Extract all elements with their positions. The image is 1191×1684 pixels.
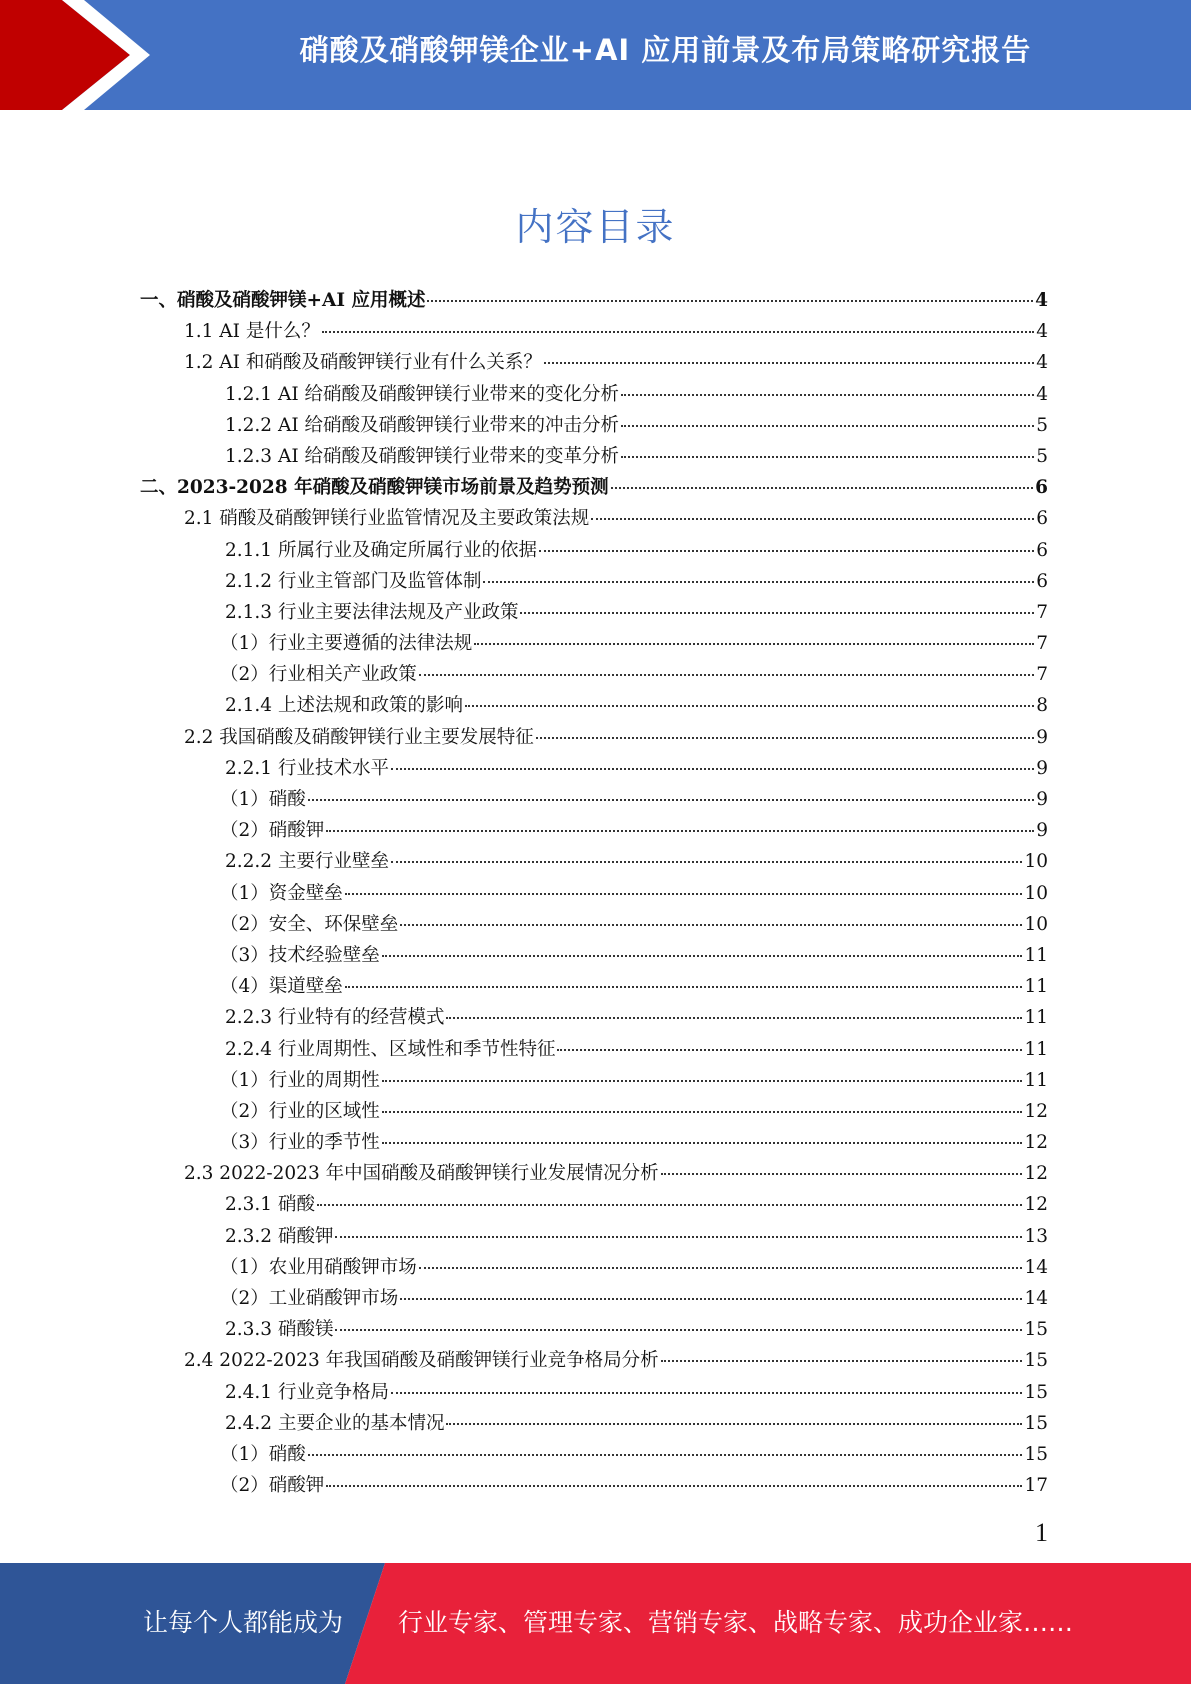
toc-entry-text: （1）资金壁垒 bbox=[220, 882, 343, 904]
toc-entry-text: 2.3 2022-2023 年中国硝酸及硝酸钾镁行业发展情况分析 bbox=[184, 1163, 659, 1185]
toc-entry-page: 7 bbox=[1036, 633, 1048, 655]
toc-leader-dots bbox=[591, 518, 1034, 520]
page-number: 1 bbox=[1035, 1518, 1048, 1547]
toc-entry-page: 15 bbox=[1024, 1319, 1048, 1341]
toc-entry-page: 4 bbox=[1036, 321, 1048, 343]
toc-entry-text: （4）渠道壁垒 bbox=[220, 976, 343, 998]
footer-slogan-left: 让每个人都能成为 bbox=[143, 1608, 344, 1637]
toc-entry-text: 2.1 硝酸及硝酸钾镁行业监管情况及主要政策法规 bbox=[184, 508, 590, 530]
toc-entry[interactable] bbox=[140, 690, 1048, 721]
toc-entry-text: 1.2.3 AI 给硝酸及硝酸钾镁行业带来的变革分析 bbox=[225, 445, 620, 467]
toc-entry[interactable] bbox=[140, 472, 1048, 503]
toc-entry-text: 2.3.3 硝酸镁 bbox=[225, 1319, 334, 1341]
toc-entry[interactable] bbox=[140, 1096, 1048, 1127]
toc-entry-text: （2）安全、环保壁垒 bbox=[220, 913, 399, 935]
toc-entry-page: 9 bbox=[1036, 757, 1048, 779]
toc-entry-text: 2.2 我国硝酸及硝酸钾镁行业主要发展特征 bbox=[184, 726, 534, 748]
toc-entry-page: 15 bbox=[1024, 1381, 1048, 1403]
toc-entry[interactable] bbox=[140, 285, 1048, 316]
toc-leader-dots bbox=[391, 768, 1034, 770]
header-banner bbox=[0, 0, 1191, 110]
toc-leader-dots bbox=[557, 1049, 1022, 1051]
toc-entry-text: （2）硝酸钾 bbox=[220, 1475, 325, 1497]
toc-entry-text: 1.2.1 AI 给硝酸及硝酸钾镁行业带来的变化分析 bbox=[225, 383, 620, 405]
toc-entry-text: （1）行业主要遵循的法律法规 bbox=[220, 633, 473, 655]
toc-entry-text: （2）行业相关产业政策 bbox=[220, 664, 417, 686]
toc-entry[interactable] bbox=[140, 1439, 1048, 1470]
toc-entry-text: （3）技术经验壁垒 bbox=[220, 944, 380, 966]
report-title: 硝酸及硝酸钾镁企业+AI 应用前景及布局策略研究报告 bbox=[299, 33, 1032, 67]
toc-entry-page: 15 bbox=[1024, 1350, 1048, 1372]
toc-leader-dots bbox=[326, 830, 1034, 832]
toc-leader-dots bbox=[382, 1080, 1023, 1082]
toc-leader-dots bbox=[391, 861, 1022, 863]
toc-leader-dots bbox=[539, 550, 1034, 552]
toc-entry[interactable] bbox=[140, 503, 1048, 534]
toc-entry-page: 4 bbox=[1035, 290, 1048, 311]
toc-entry[interactable] bbox=[140, 1002, 1048, 1033]
toc-entry-page: 4 bbox=[1036, 383, 1048, 405]
toc-leader-dots bbox=[308, 799, 1034, 801]
toc-entry[interactable] bbox=[140, 784, 1048, 815]
toc-entry-page: 17 bbox=[1024, 1475, 1048, 1497]
toc-entry-text: （2）行业的区域性 bbox=[220, 1100, 380, 1122]
toc-leader-dots bbox=[611, 487, 1034, 489]
footer-banner bbox=[0, 1563, 1191, 1684]
toc-entry[interactable] bbox=[140, 1252, 1048, 1283]
toc-entry[interactable] bbox=[140, 940, 1048, 971]
toc-leader-dots bbox=[520, 612, 1034, 614]
toc-leader-dots bbox=[308, 1454, 1023, 1456]
toc-entry-text: 二、2023-2028 年硝酸及硝酸钾镁市场前景及趋势预测 bbox=[140, 477, 609, 499]
toc-entry[interactable] bbox=[140, 1034, 1048, 1065]
footer-slogan-right: 行业专家、管理专家、营销专家、战略专家、成功企业家…… bbox=[398, 1608, 1074, 1637]
toc-entry[interactable] bbox=[140, 1408, 1048, 1439]
toc-leader-dots bbox=[322, 331, 1034, 333]
toc-entry-text: （2）工业硝酸钾市场 bbox=[220, 1288, 399, 1309]
toc-leader-dots bbox=[345, 986, 1023, 988]
toc-entry-text: （1）行业的周期性 bbox=[220, 1069, 380, 1091]
toc-entry-text: 2.1.3 行业主要法律法规及产业政策 bbox=[225, 601, 519, 623]
toc-leader-dots bbox=[621, 456, 1034, 458]
toc-entry-page: 5 bbox=[1036, 414, 1048, 436]
toc-leader-dots bbox=[345, 893, 1023, 895]
toc-title: 内容目录 bbox=[515, 205, 676, 249]
toc-entry-page: 6 bbox=[1036, 508, 1048, 530]
toc-entry[interactable] bbox=[140, 1314, 1048, 1345]
toc-entry-page: 13 bbox=[1024, 1225, 1048, 1247]
toc-entry-page: 8 bbox=[1036, 695, 1048, 717]
toc-entry[interactable] bbox=[140, 379, 1048, 410]
toc-leader-dots bbox=[400, 1298, 1022, 1300]
toc-entry[interactable] bbox=[140, 815, 1048, 846]
toc-entry-text: 2.1.1 所属行业及确定所属行业的依据 bbox=[225, 539, 537, 561]
toc-entry[interactable] bbox=[140, 566, 1048, 597]
toc-entry-text: 2.2.2 主要行业壁垒 bbox=[225, 851, 389, 873]
toc-entry-text: （1）硝酸 bbox=[220, 789, 306, 810]
toc-leader-dots bbox=[419, 674, 1034, 676]
toc-leader-dots bbox=[419, 1267, 1023, 1269]
toc-leader-dots bbox=[621, 425, 1034, 427]
toc-entry-text: 1.2 AI 和硝酸及硝酸钾镁行业有什么关系？ bbox=[184, 352, 542, 374]
toc-entry[interactable] bbox=[140, 722, 1048, 753]
toc-entry-text: 一、硝酸及硝酸钾镁+AI 应用概述 bbox=[140, 290, 426, 311]
toc-entry[interactable] bbox=[140, 1127, 1048, 1158]
toc-entry-page: 10 bbox=[1024, 882, 1048, 904]
toc-entry[interactable] bbox=[140, 971, 1048, 1002]
toc-entry-text: 2.4.2 主要企业的基本情况 bbox=[225, 1412, 445, 1434]
toc-leader-dots bbox=[661, 1173, 1023, 1175]
toc-entry-text: 2.2.4 行业周期性、区域性和季节性特征 bbox=[225, 1038, 556, 1060]
toc-leader-dots bbox=[382, 1111, 1023, 1113]
toc-entry-text: 2.2.3 行业特有的经营模式 bbox=[225, 1007, 445, 1029]
toc-leader-dots bbox=[382, 1142, 1023, 1144]
toc-entry[interactable] bbox=[140, 1377, 1048, 1408]
toc-entry[interactable] bbox=[140, 753, 1048, 784]
toc-entry[interactable] bbox=[140, 316, 1048, 347]
toc-entry-text: 2.3.1 硝酸 bbox=[225, 1194, 315, 1216]
toc-entry-page: 14 bbox=[1024, 1256, 1048, 1278]
toc-entry-text: 1.2.2 AI 给硝酸及硝酸钾镁行业带来的冲击分析 bbox=[225, 414, 620, 436]
toc-entry-page: 11 bbox=[1024, 1038, 1048, 1060]
toc-entry[interactable] bbox=[140, 410, 1048, 441]
toc-entry[interactable] bbox=[140, 535, 1048, 566]
toc-leader-dots bbox=[536, 737, 1034, 739]
toc-entry-page: 12 bbox=[1024, 1163, 1048, 1185]
toc-entry-text: （1）硝酸 bbox=[220, 1443, 306, 1465]
toc-entry-text: （2）硝酸钾 bbox=[220, 820, 325, 842]
toc-entry-page: 12 bbox=[1024, 1100, 1048, 1122]
toc-entry-page: 9 bbox=[1036, 820, 1048, 842]
toc-entry-text: 2.1.2 行业主管部门及监管体制 bbox=[225, 570, 482, 592]
table-of-contents bbox=[140, 285, 1048, 1501]
toc-leader-dots bbox=[465, 705, 1034, 707]
toc-entry[interactable] bbox=[140, 909, 1048, 940]
toc-leader-dots bbox=[391, 1392, 1022, 1394]
toc-entry[interactable] bbox=[140, 846, 1048, 877]
toc-entry[interactable] bbox=[140, 1283, 1048, 1314]
toc-entry-page: 9 bbox=[1036, 726, 1048, 748]
toc-entry-text: 2.4.1 行业竞争格局 bbox=[225, 1381, 389, 1403]
toc-leader-dots bbox=[326, 1485, 1022, 1487]
toc-entry-page: 14 bbox=[1024, 1288, 1048, 1309]
toc-entry[interactable] bbox=[140, 878, 1048, 909]
toc-entry-page: 12 bbox=[1024, 1194, 1048, 1216]
toc-entry-page: 9 bbox=[1036, 789, 1048, 810]
toc-leader-dots bbox=[544, 362, 1034, 364]
toc-leader-dots bbox=[621, 394, 1034, 396]
toc-entry-page: 4 bbox=[1036, 352, 1048, 374]
toc-leader-dots bbox=[400, 924, 1022, 926]
toc-entry-text: 2.4 2022-2023 年我国硝酸及硝酸钾镁行业竞争格局分析 bbox=[184, 1350, 659, 1372]
toc-entry[interactable] bbox=[140, 1158, 1048, 1189]
toc-entry[interactable] bbox=[140, 1345, 1048, 1376]
toc-leader-dots bbox=[335, 1329, 1022, 1331]
toc-entry-page: 5 bbox=[1036, 445, 1048, 467]
toc-leader-dots bbox=[335, 1236, 1022, 1238]
toc-entry-page: 10 bbox=[1024, 851, 1048, 873]
toc-entry-page: 6 bbox=[1035, 477, 1048, 499]
toc-entry-text: 1.1 AI 是什么？ bbox=[184, 321, 320, 343]
toc-entry[interactable] bbox=[140, 597, 1048, 628]
toc-entry[interactable] bbox=[140, 441, 1048, 472]
toc-entry-page: 11 bbox=[1024, 1069, 1048, 1091]
toc-entry[interactable] bbox=[140, 659, 1048, 690]
toc-entry-page: 12 bbox=[1024, 1132, 1048, 1154]
toc-leader-dots bbox=[474, 643, 1034, 645]
toc-leader-dots bbox=[317, 1204, 1023, 1206]
toc-leader-dots bbox=[446, 1423, 1022, 1425]
toc-entry-page: 15 bbox=[1024, 1443, 1048, 1465]
toc-entry-page: 7 bbox=[1036, 601, 1048, 623]
toc-entry-text: （3）行业的季节性 bbox=[220, 1132, 380, 1154]
toc-entry-page: 7 bbox=[1036, 664, 1048, 686]
toc-entry-text: （1）农业用硝酸钾市场 bbox=[220, 1256, 417, 1278]
toc-entry-page: 15 bbox=[1024, 1412, 1048, 1434]
toc-entry-text: 2.3.2 硝酸钾 bbox=[225, 1225, 334, 1247]
toc-leader-dots bbox=[427, 300, 1033, 302]
toc-entry-text: 2.1.4 上述法规和政策的影响 bbox=[225, 695, 463, 717]
toc-entry-page: 11 bbox=[1024, 944, 1048, 966]
toc-entry[interactable] bbox=[140, 1065, 1048, 1096]
toc-leader-dots bbox=[446, 1017, 1022, 1019]
toc-entry-page: 11 bbox=[1024, 1007, 1048, 1029]
toc-entry[interactable] bbox=[140, 628, 1048, 659]
toc-entry[interactable] bbox=[140, 1189, 1048, 1220]
toc-entry-page: 6 bbox=[1036, 539, 1048, 561]
toc-leader-dots bbox=[483, 581, 1034, 583]
toc-leader-dots bbox=[661, 1360, 1023, 1362]
toc-entry-text: 2.2.1 行业技术水平 bbox=[225, 757, 389, 779]
toc-entry-page: 10 bbox=[1024, 913, 1048, 935]
toc-leader-dots bbox=[382, 955, 1023, 957]
toc-entry-page: 6 bbox=[1036, 570, 1048, 592]
toc-entry-page: 11 bbox=[1024, 976, 1048, 998]
toc-entry[interactable] bbox=[140, 1221, 1048, 1252]
toc-entry[interactable] bbox=[140, 1470, 1048, 1501]
header-red-arrow bbox=[0, 0, 130, 110]
toc-entry[interactable] bbox=[140, 347, 1048, 378]
